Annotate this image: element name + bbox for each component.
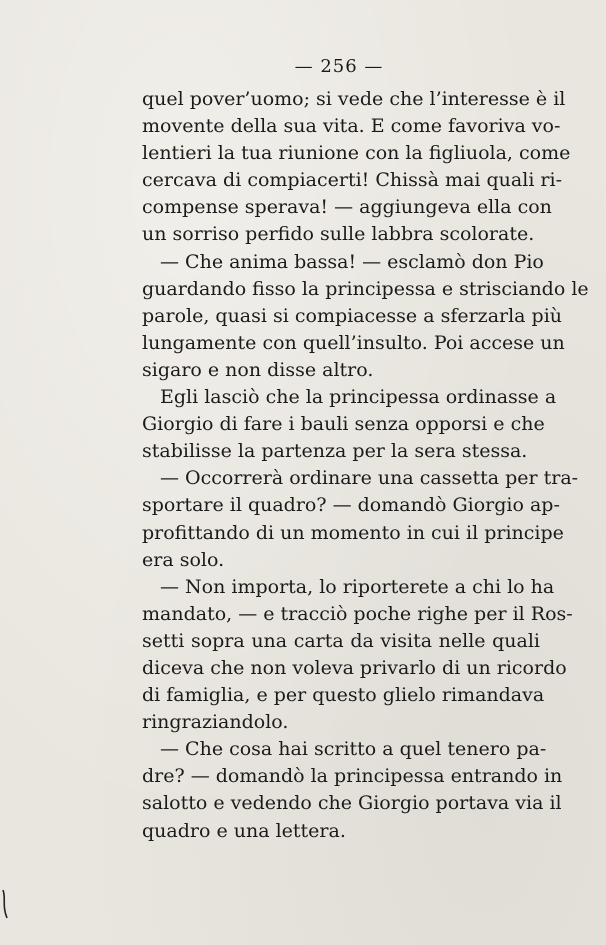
text-line: — Non importa, lo riporterete a chi lo ha xyxy=(160,575,555,598)
page-number: — 256 — xyxy=(294,56,384,77)
text-line: Giorgio di fare i bauli senza opporsi e che xyxy=(142,413,545,436)
text-line: di famiglia, e per questo glielo rimandava xyxy=(142,684,545,707)
text-line: mandato, — e tracciò poche righe per il Ros- xyxy=(142,602,573,625)
text-line: guardando fisso la principessa e strisciando le xyxy=(142,277,589,300)
text-line: setti sopra una carta da visita nelle quali xyxy=(142,629,540,652)
text-line: quadro e una lettera. xyxy=(142,819,346,842)
text-line: compense sperava! — aggiungeva ella con xyxy=(142,196,552,219)
text-line: parole, quasi si compiacesse a sferzarla più xyxy=(142,304,563,327)
text-line: un sorriso perfido sulle labbra scolorate. xyxy=(142,223,535,246)
text-line: salotto e vedendo che Giorgio portava via il xyxy=(142,792,562,815)
text-line: movente della sua vita. E come favoriva vo- xyxy=(142,115,561,138)
text-line: sigaro e non disse altro. xyxy=(142,358,374,381)
text-line: — Che anima bassa! — esclamò don Pio xyxy=(160,250,544,273)
text-line: profittando di un momento in cui il principe xyxy=(142,521,564,544)
text-line: cercava di compiacerti! Chissà mai quali ri- xyxy=(142,169,563,192)
text-line: stabilisse la partenza per la sera stessa. xyxy=(142,440,528,463)
text-line: diceva che non voleva privarlo di un ricordo xyxy=(142,656,567,679)
text-line: sportare il quadro? — domandò Giorgio ap- xyxy=(142,494,560,517)
text-line: — Occorrerà ordinare una cassetta per tra- xyxy=(160,467,579,490)
text-line: quel pover’uomo; si vede che l’interesse è il xyxy=(142,88,566,110)
text-line: lentieri la tua riunione con la figliuola, come xyxy=(142,142,571,165)
text-line: dre? — domandò la principessa entrando in xyxy=(142,765,563,788)
text-line: Egli lasciò che la principessa ordinasse a xyxy=(160,386,557,409)
page-edge-mark xyxy=(0,888,12,920)
text-line: era solo. xyxy=(142,548,225,571)
text-line: ringraziandolo. xyxy=(142,711,289,734)
text-line: — Che cosa hai scritto a quel tenero pa- xyxy=(160,738,547,761)
body-text xyxy=(142,86,589,845)
text-line: lungamente con quell’insulto. Poi accese un xyxy=(142,331,565,354)
